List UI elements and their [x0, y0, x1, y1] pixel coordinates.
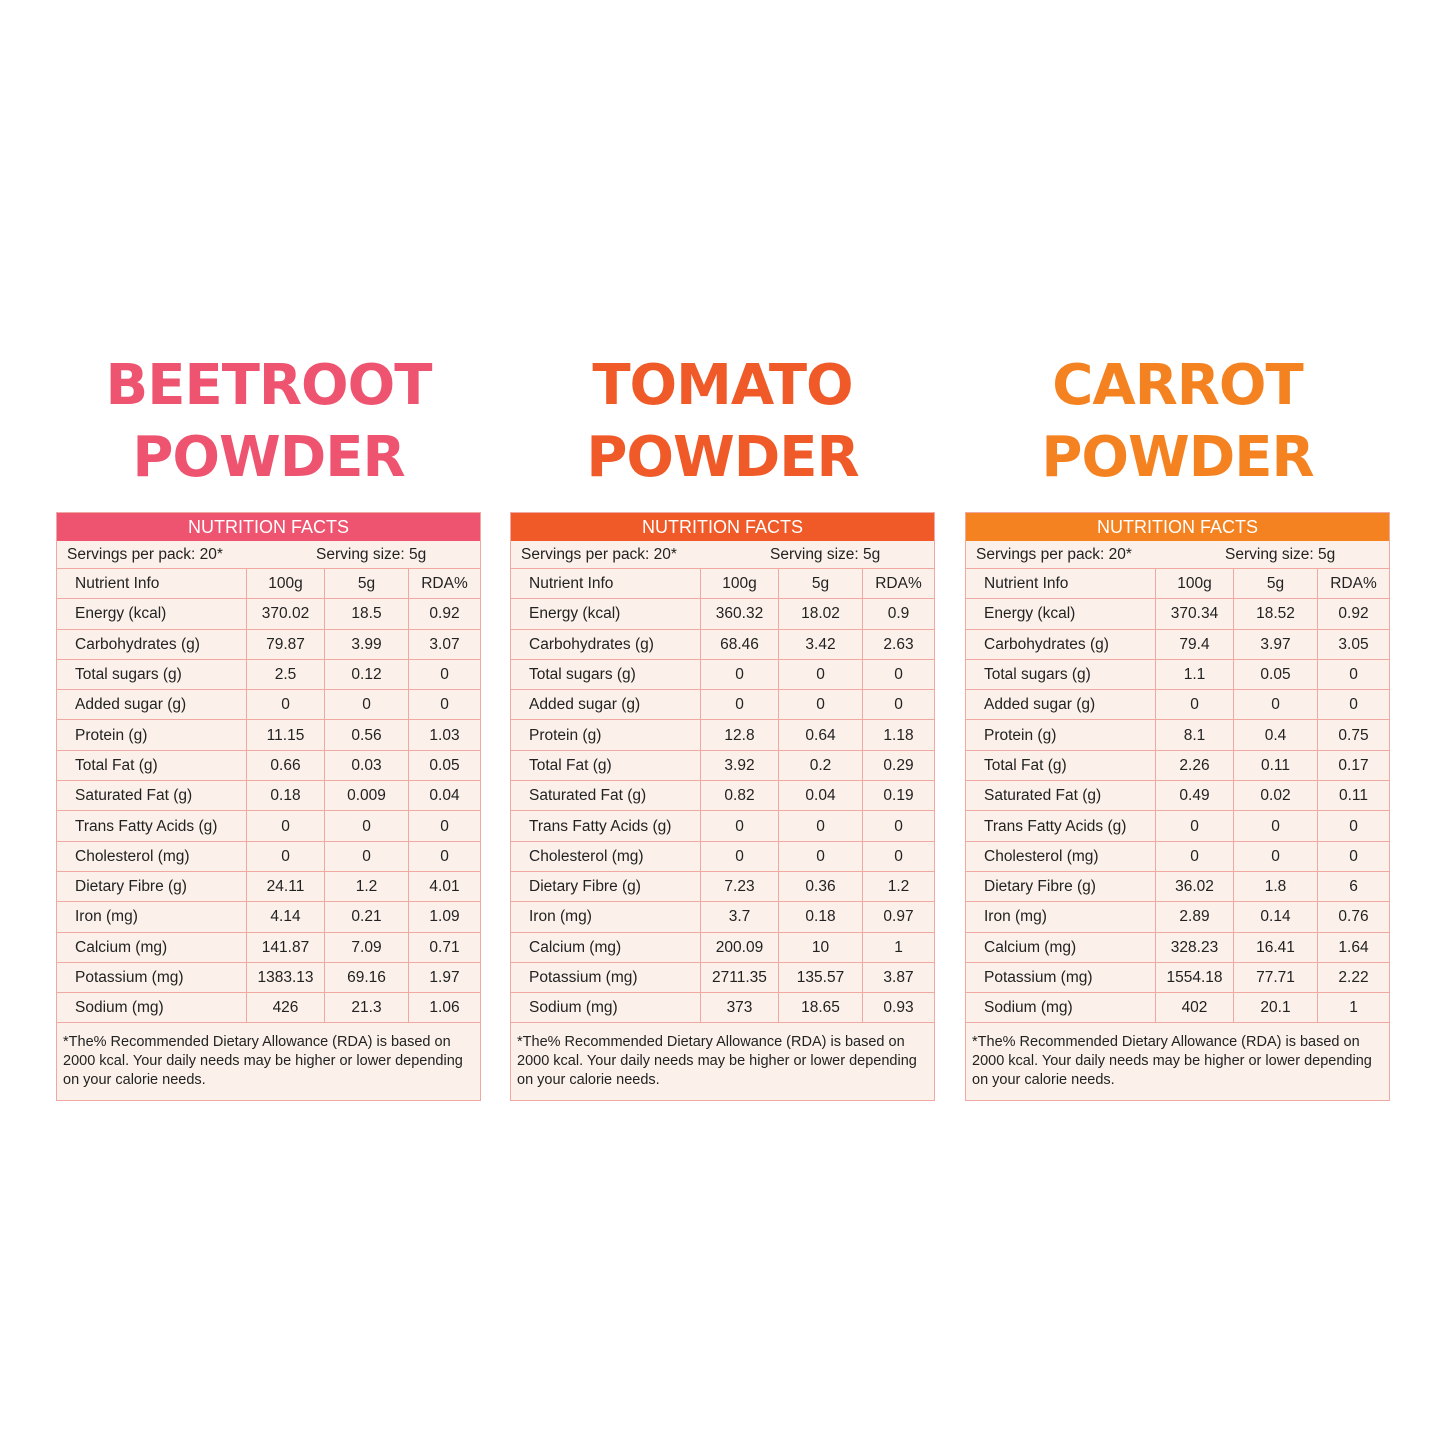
nutrient-value: 0 — [1318, 841, 1390, 871]
nutrient-value: 370.34 — [1156, 599, 1234, 629]
nutrient-value: 0 — [409, 690, 481, 720]
table-row — [511, 932, 934, 962]
nutrient-value: 360.32 — [701, 599, 779, 629]
column-header: RDA% — [409, 569, 481, 599]
nutrient-value: 3.05 — [1318, 629, 1390, 659]
column-header: 100g — [701, 569, 779, 599]
nutrient-value: 1.2 — [325, 871, 409, 901]
nutrient-value: 0 — [1156, 811, 1234, 841]
table-header-row — [511, 569, 934, 599]
nutrient-value: 24.11 — [247, 871, 325, 901]
column-header: 100g — [1156, 569, 1234, 599]
nutrient-value: 0 — [701, 690, 779, 720]
nutrient-value: 0.71 — [409, 932, 481, 962]
nutrient-value: 0.14 — [1234, 902, 1318, 932]
nutrient-value: 1.97 — [409, 962, 481, 992]
nutrient-value: 0 — [1318, 690, 1390, 720]
rda-footnote: *The% Recommended Dietary Allowance (RDA) is based on 2000 kcal. Your daily needs may be higher or lower depending on your calorie needs. — [517, 1034, 917, 1089]
product-title — [965, 350, 1390, 510]
nutrient-value: 1.06 — [409, 993, 481, 1023]
column-header: 5g — [325, 569, 409, 599]
table-row — [57, 962, 480, 992]
nutrient-value: 3.97 — [1234, 629, 1318, 659]
nutrient-value: 0 — [779, 659, 863, 689]
nutrient-value: 11.15 — [247, 720, 325, 750]
nutrient-value: 0.56 — [325, 720, 409, 750]
nutrition-facts-header: NUTRITION FACTS — [511, 513, 934, 541]
nutrient-value: 0 — [325, 811, 409, 841]
nutrient-name: Carbohydrates (g) — [57, 629, 247, 659]
nutrient-name: Protein (g) — [511, 720, 701, 750]
nutrient-name: Iron (mg) — [511, 902, 701, 932]
nutrient-name: Dietary Fibre (g) — [966, 871, 1156, 901]
nutrient-value: 69.16 — [325, 962, 409, 992]
nutrient-value: 7.23 — [701, 871, 779, 901]
nutrient-value: 68.46 — [701, 629, 779, 659]
table-row — [966, 932, 1389, 962]
nutrition-table-body — [966, 569, 1389, 1023]
table-row — [966, 993, 1389, 1023]
table-row — [511, 629, 934, 659]
table-header-row — [966, 569, 1389, 599]
nutrient-value: 0 — [1234, 690, 1318, 720]
nutrient-name: Iron (mg) — [966, 902, 1156, 932]
nutrient-name: Protein (g) — [57, 720, 247, 750]
nutrient-value: 0.05 — [1234, 659, 1318, 689]
table-row — [57, 811, 480, 841]
nutrient-value: 370.02 — [247, 599, 325, 629]
table-row — [511, 690, 934, 720]
nutrition-facts-card — [965, 512, 1390, 1101]
nutrient-name: Carbohydrates (g) — [966, 629, 1156, 659]
nutrient-name: Energy (kcal) — [57, 599, 247, 629]
table-row — [511, 599, 934, 629]
nutrient-value: 1.2 — [863, 871, 935, 901]
column-header: RDA% — [863, 569, 935, 599]
nutrient-name: Sodium (mg) — [511, 993, 701, 1023]
nutrition-table-body — [57, 569, 480, 1023]
table-row — [966, 720, 1389, 750]
table-row — [966, 690, 1389, 720]
nutrient-value: 0 — [863, 659, 935, 689]
nutrient-value: 0.17 — [1318, 750, 1390, 780]
rda-footnote: *The% Recommended Dietary Allowance (RDA) is based on 2000 kcal. Your daily needs may be higher or lower depending on your calorie needs. — [63, 1034, 463, 1089]
nutrient-value: 0 — [863, 841, 935, 871]
table-row — [966, 841, 1389, 871]
nutrient-value: 7.09 — [325, 932, 409, 962]
nutrient-value: 79.4 — [1156, 629, 1234, 659]
nutrient-name: Potassium (mg) — [511, 962, 701, 992]
servings-per-pack: Servings per pack: 20* — [521, 546, 677, 563]
nutrient-value: 0.82 — [701, 781, 779, 811]
nutrient-value: 0.21 — [325, 902, 409, 932]
nutrient-value: 4.01 — [409, 871, 481, 901]
table-row — [511, 993, 934, 1023]
nutrient-value: 0 — [779, 841, 863, 871]
nutrient-value: 0.2 — [779, 750, 863, 780]
table-row — [511, 720, 934, 750]
product-panel-tomato — [510, 350, 935, 1101]
nutrient-name: Calcium (mg) — [511, 932, 701, 962]
table-row — [511, 962, 934, 992]
table-row — [57, 599, 480, 629]
nutrient-value: 12.8 — [701, 720, 779, 750]
nutrient-value: 36.02 — [1156, 871, 1234, 901]
table-row — [966, 811, 1389, 841]
nutrient-name: Sodium (mg) — [57, 993, 247, 1023]
nutrient-value: 0.49 — [1156, 781, 1234, 811]
serving-size: Serving size: 5g — [1225, 546, 1336, 563]
nutrient-value: 1 — [863, 932, 935, 962]
nutrient-name: Total Fat (g) — [57, 750, 247, 780]
nutrient-value: 0.9 — [863, 599, 935, 629]
nutrient-value: 0.36 — [779, 871, 863, 901]
nutrient-value: 0 — [1234, 841, 1318, 871]
nutrient-value: 1.1 — [1156, 659, 1234, 689]
table-row — [966, 659, 1389, 689]
product-panel-beetroot — [56, 350, 481, 1101]
nutrient-name: Potassium (mg) — [57, 962, 247, 992]
nutrient-value: 0.19 — [863, 781, 935, 811]
nutrient-value: 0 — [1234, 811, 1318, 841]
nutrient-value: 0 — [247, 841, 325, 871]
table-row — [511, 750, 934, 780]
nutrient-value: 1.03 — [409, 720, 481, 750]
nutrient-value: 16.41 — [1234, 932, 1318, 962]
nutrient-value: 0.64 — [779, 720, 863, 750]
table-row — [57, 871, 480, 901]
nutrient-value: 0.92 — [409, 599, 481, 629]
nutrient-value: 200.09 — [701, 932, 779, 962]
nutrient-name: Added sugar (g) — [57, 690, 247, 720]
table-row — [57, 720, 480, 750]
nutrient-name: Trans Fatty Acids (g) — [966, 811, 1156, 841]
nutrient-value: 2.22 — [1318, 962, 1390, 992]
nutrient-name: Added sugar (g) — [511, 690, 701, 720]
nutrient-value: 0 — [701, 811, 779, 841]
nutrient-value: 0.05 — [409, 750, 481, 780]
nutrient-value: 4.14 — [247, 902, 325, 932]
product-title-line-2: POWDER — [586, 425, 859, 490]
nutrient-value: 0.75 — [1318, 720, 1390, 750]
nutrition-table — [966, 569, 1389, 1023]
column-header: Nutrient Info — [966, 569, 1156, 599]
product-title — [56, 350, 481, 510]
table-row — [57, 629, 480, 659]
nutrient-value: 0 — [701, 659, 779, 689]
product-title-line-1: BEETROOT — [105, 353, 432, 418]
column-header: 5g — [779, 569, 863, 599]
nutrient-value: 6 — [1318, 871, 1390, 901]
nutrient-value: 1.09 — [409, 902, 481, 932]
servings-per-pack: Servings per pack: 20* — [67, 546, 223, 563]
nutrient-name: Total Fat (g) — [966, 750, 1156, 780]
nutrient-name: Trans Fatty Acids (g) — [57, 811, 247, 841]
nutrient-value: 1.18 — [863, 720, 935, 750]
nutrient-value: 0.97 — [863, 902, 935, 932]
product-title-line-1: TOMATO — [592, 353, 853, 418]
nutrient-value: 79.87 — [247, 629, 325, 659]
nutrient-value: 0 — [863, 811, 935, 841]
column-header: 5g — [1234, 569, 1318, 599]
nutrient-value: 0.11 — [1234, 750, 1318, 780]
nutrient-value: 0.92 — [1318, 599, 1390, 629]
nutrient-value: 1 — [1318, 993, 1390, 1023]
table-row — [57, 781, 480, 811]
table-header-row — [57, 569, 480, 599]
nutrient-value: 0.12 — [325, 659, 409, 689]
nutrient-value: 2.89 — [1156, 902, 1234, 932]
nutrient-value: 0 — [325, 841, 409, 871]
nutrient-name: Saturated Fat (g) — [57, 781, 247, 811]
nutrient-value: 402 — [1156, 993, 1234, 1023]
table-row — [57, 750, 480, 780]
nutrient-value: 0 — [409, 811, 481, 841]
product-title-line-2: POWDER — [1041, 425, 1314, 490]
serving-size: Serving size: 5g — [770, 546, 881, 563]
nutrition-table — [57, 569, 480, 1023]
nutrient-name: Total sugars (g) — [511, 659, 701, 689]
table-row — [57, 902, 480, 932]
nutrient-value: 18.52 — [1234, 599, 1318, 629]
column-header: Nutrient Info — [57, 569, 247, 599]
nutrient-value: 0 — [1318, 659, 1390, 689]
nutrient-name: Protein (g) — [966, 720, 1156, 750]
nutrient-value: 1554.18 — [1156, 962, 1234, 992]
nutrient-name: Calcium (mg) — [966, 932, 1156, 962]
product-title-line-2: POWDER — [132, 425, 405, 490]
nutrient-value: 8.1 — [1156, 720, 1234, 750]
product-title — [510, 350, 935, 510]
nutrient-name: Trans Fatty Acids (g) — [511, 811, 701, 841]
table-row — [966, 750, 1389, 780]
nutrient-value: 426 — [247, 993, 325, 1023]
nutrition-table — [511, 569, 934, 1023]
nutrient-value: 0.4 — [1234, 720, 1318, 750]
nutrient-value: 18.02 — [779, 599, 863, 629]
nutrient-name: Total sugars (g) — [966, 659, 1156, 689]
table-row — [966, 599, 1389, 629]
nutrient-name: Dietary Fibre (g) — [57, 871, 247, 901]
table-row — [57, 690, 480, 720]
nutrient-value: 20.1 — [1234, 993, 1318, 1023]
nutrient-value: 0 — [409, 659, 481, 689]
nutrient-name: Energy (kcal) — [511, 599, 701, 629]
nutrient-value: 0 — [779, 811, 863, 841]
nutrient-value: 3.99 — [325, 629, 409, 659]
nutrient-value: 328.23 — [1156, 932, 1234, 962]
column-header: 100g — [247, 569, 325, 599]
nutrient-value: 3.42 — [779, 629, 863, 659]
nutrient-value: 1383.13 — [247, 962, 325, 992]
rda-footnote: *The% Recommended Dietary Allowance (RDA) is based on 2000 kcal. Your daily needs may be higher or lower depending on your calorie needs. — [972, 1034, 1372, 1089]
nutrition-facts-header: NUTRITION FACTS — [966, 513, 1389, 541]
nutrient-name: Potassium (mg) — [966, 962, 1156, 992]
nutrient-value: 18.65 — [779, 993, 863, 1023]
nutrient-value: 0 — [1156, 841, 1234, 871]
nutrient-name: Saturated Fat (g) — [511, 781, 701, 811]
nutrient-value: 3.87 — [863, 962, 935, 992]
nutrient-value: 0.04 — [409, 781, 481, 811]
nutrient-value: 18.5 — [325, 599, 409, 629]
nutrient-value: 135.57 — [779, 962, 863, 992]
serving-info-row — [511, 541, 934, 569]
nutrient-value: 0 — [1318, 811, 1390, 841]
nutrient-name: Calcium (mg) — [57, 932, 247, 962]
nutrient-value: 141.87 — [247, 932, 325, 962]
nutrient-value: 0.18 — [247, 781, 325, 811]
nutrient-value: 2711.35 — [701, 962, 779, 992]
nutrition-facts-card — [510, 512, 935, 1101]
table-row — [511, 902, 934, 932]
nutrient-value: 0.66 — [247, 750, 325, 780]
table-row — [511, 659, 934, 689]
nutrient-value: 0 — [701, 841, 779, 871]
nutrient-value: 0.11 — [1318, 781, 1390, 811]
nutrient-value: 0 — [779, 690, 863, 720]
nutrient-name: Total sugars (g) — [57, 659, 247, 689]
nutrient-value: 373 — [701, 993, 779, 1023]
nutrient-value: 0.009 — [325, 781, 409, 811]
table-row — [966, 871, 1389, 901]
nutrient-value: 1.64 — [1318, 932, 1390, 962]
table-row — [511, 871, 934, 901]
nutrient-name: Sodium (mg) — [966, 993, 1156, 1023]
nutrient-name: Added sugar (g) — [966, 690, 1156, 720]
nutrient-value: 0 — [863, 690, 935, 720]
product-title-line-1: CARROT — [1052, 353, 1303, 418]
nutrient-value: 0 — [325, 690, 409, 720]
nutrient-value: 0 — [247, 811, 325, 841]
serving-size: Serving size: 5g — [316, 546, 427, 563]
table-row — [57, 841, 480, 871]
table-row — [57, 932, 480, 962]
table-row — [511, 841, 934, 871]
nutrient-name: Energy (kcal) — [966, 599, 1156, 629]
nutrient-value: 0 — [409, 841, 481, 871]
nutrient-name: Cholesterol (mg) — [57, 841, 247, 871]
serving-info-row — [966, 541, 1389, 569]
nutrient-name: Saturated Fat (g) — [966, 781, 1156, 811]
nutrient-value: 0.04 — [779, 781, 863, 811]
nutrient-value: 0 — [247, 690, 325, 720]
nutrient-value: 21.3 — [325, 993, 409, 1023]
nutrient-value: 0.29 — [863, 750, 935, 780]
nutrient-value: 2.63 — [863, 629, 935, 659]
nutrient-value: 0.76 — [1318, 902, 1390, 932]
table-row — [966, 902, 1389, 932]
nutrient-name: Dietary Fibre (g) — [511, 871, 701, 901]
nutrient-value: 0.93 — [863, 993, 935, 1023]
servings-per-pack: Servings per pack: 20* — [976, 546, 1132, 563]
table-row — [511, 781, 934, 811]
nutrient-value: 1.8 — [1234, 871, 1318, 901]
nutrient-value: 2.5 — [247, 659, 325, 689]
nutrient-value: 77.71 — [1234, 962, 1318, 992]
column-header: Nutrient Info — [511, 569, 701, 599]
nutrient-value: 0.03 — [325, 750, 409, 780]
nutrient-value: 3.07 — [409, 629, 481, 659]
nutrient-value: 10 — [779, 932, 863, 962]
nutrient-value: 0 — [1156, 690, 1234, 720]
nutrient-value: 0.18 — [779, 902, 863, 932]
nutrition-table-body — [511, 569, 934, 1023]
table-row — [57, 993, 480, 1023]
nutrient-name: Total Fat (g) — [511, 750, 701, 780]
table-row — [966, 781, 1389, 811]
table-row — [966, 962, 1389, 992]
nutrient-name: Cholesterol (mg) — [966, 841, 1156, 871]
serving-info-row — [57, 541, 480, 569]
nutrient-value: 3.7 — [701, 902, 779, 932]
nutrient-name: Iron (mg) — [57, 902, 247, 932]
nutrient-value: 2.26 — [1156, 750, 1234, 780]
nutrient-name: Cholesterol (mg) — [511, 841, 701, 871]
nutrient-value: 3.92 — [701, 750, 779, 780]
nutrient-name: Carbohydrates (g) — [511, 629, 701, 659]
product-panel-carrot — [965, 350, 1390, 1101]
column-header: RDA% — [1318, 569, 1390, 599]
table-row — [511, 811, 934, 841]
nutrition-facts-header: NUTRITION FACTS — [57, 513, 480, 541]
table-row — [966, 629, 1389, 659]
table-row — [57, 659, 480, 689]
nutrient-value: 0.02 — [1234, 781, 1318, 811]
nutrition-facts-card — [56, 512, 481, 1101]
